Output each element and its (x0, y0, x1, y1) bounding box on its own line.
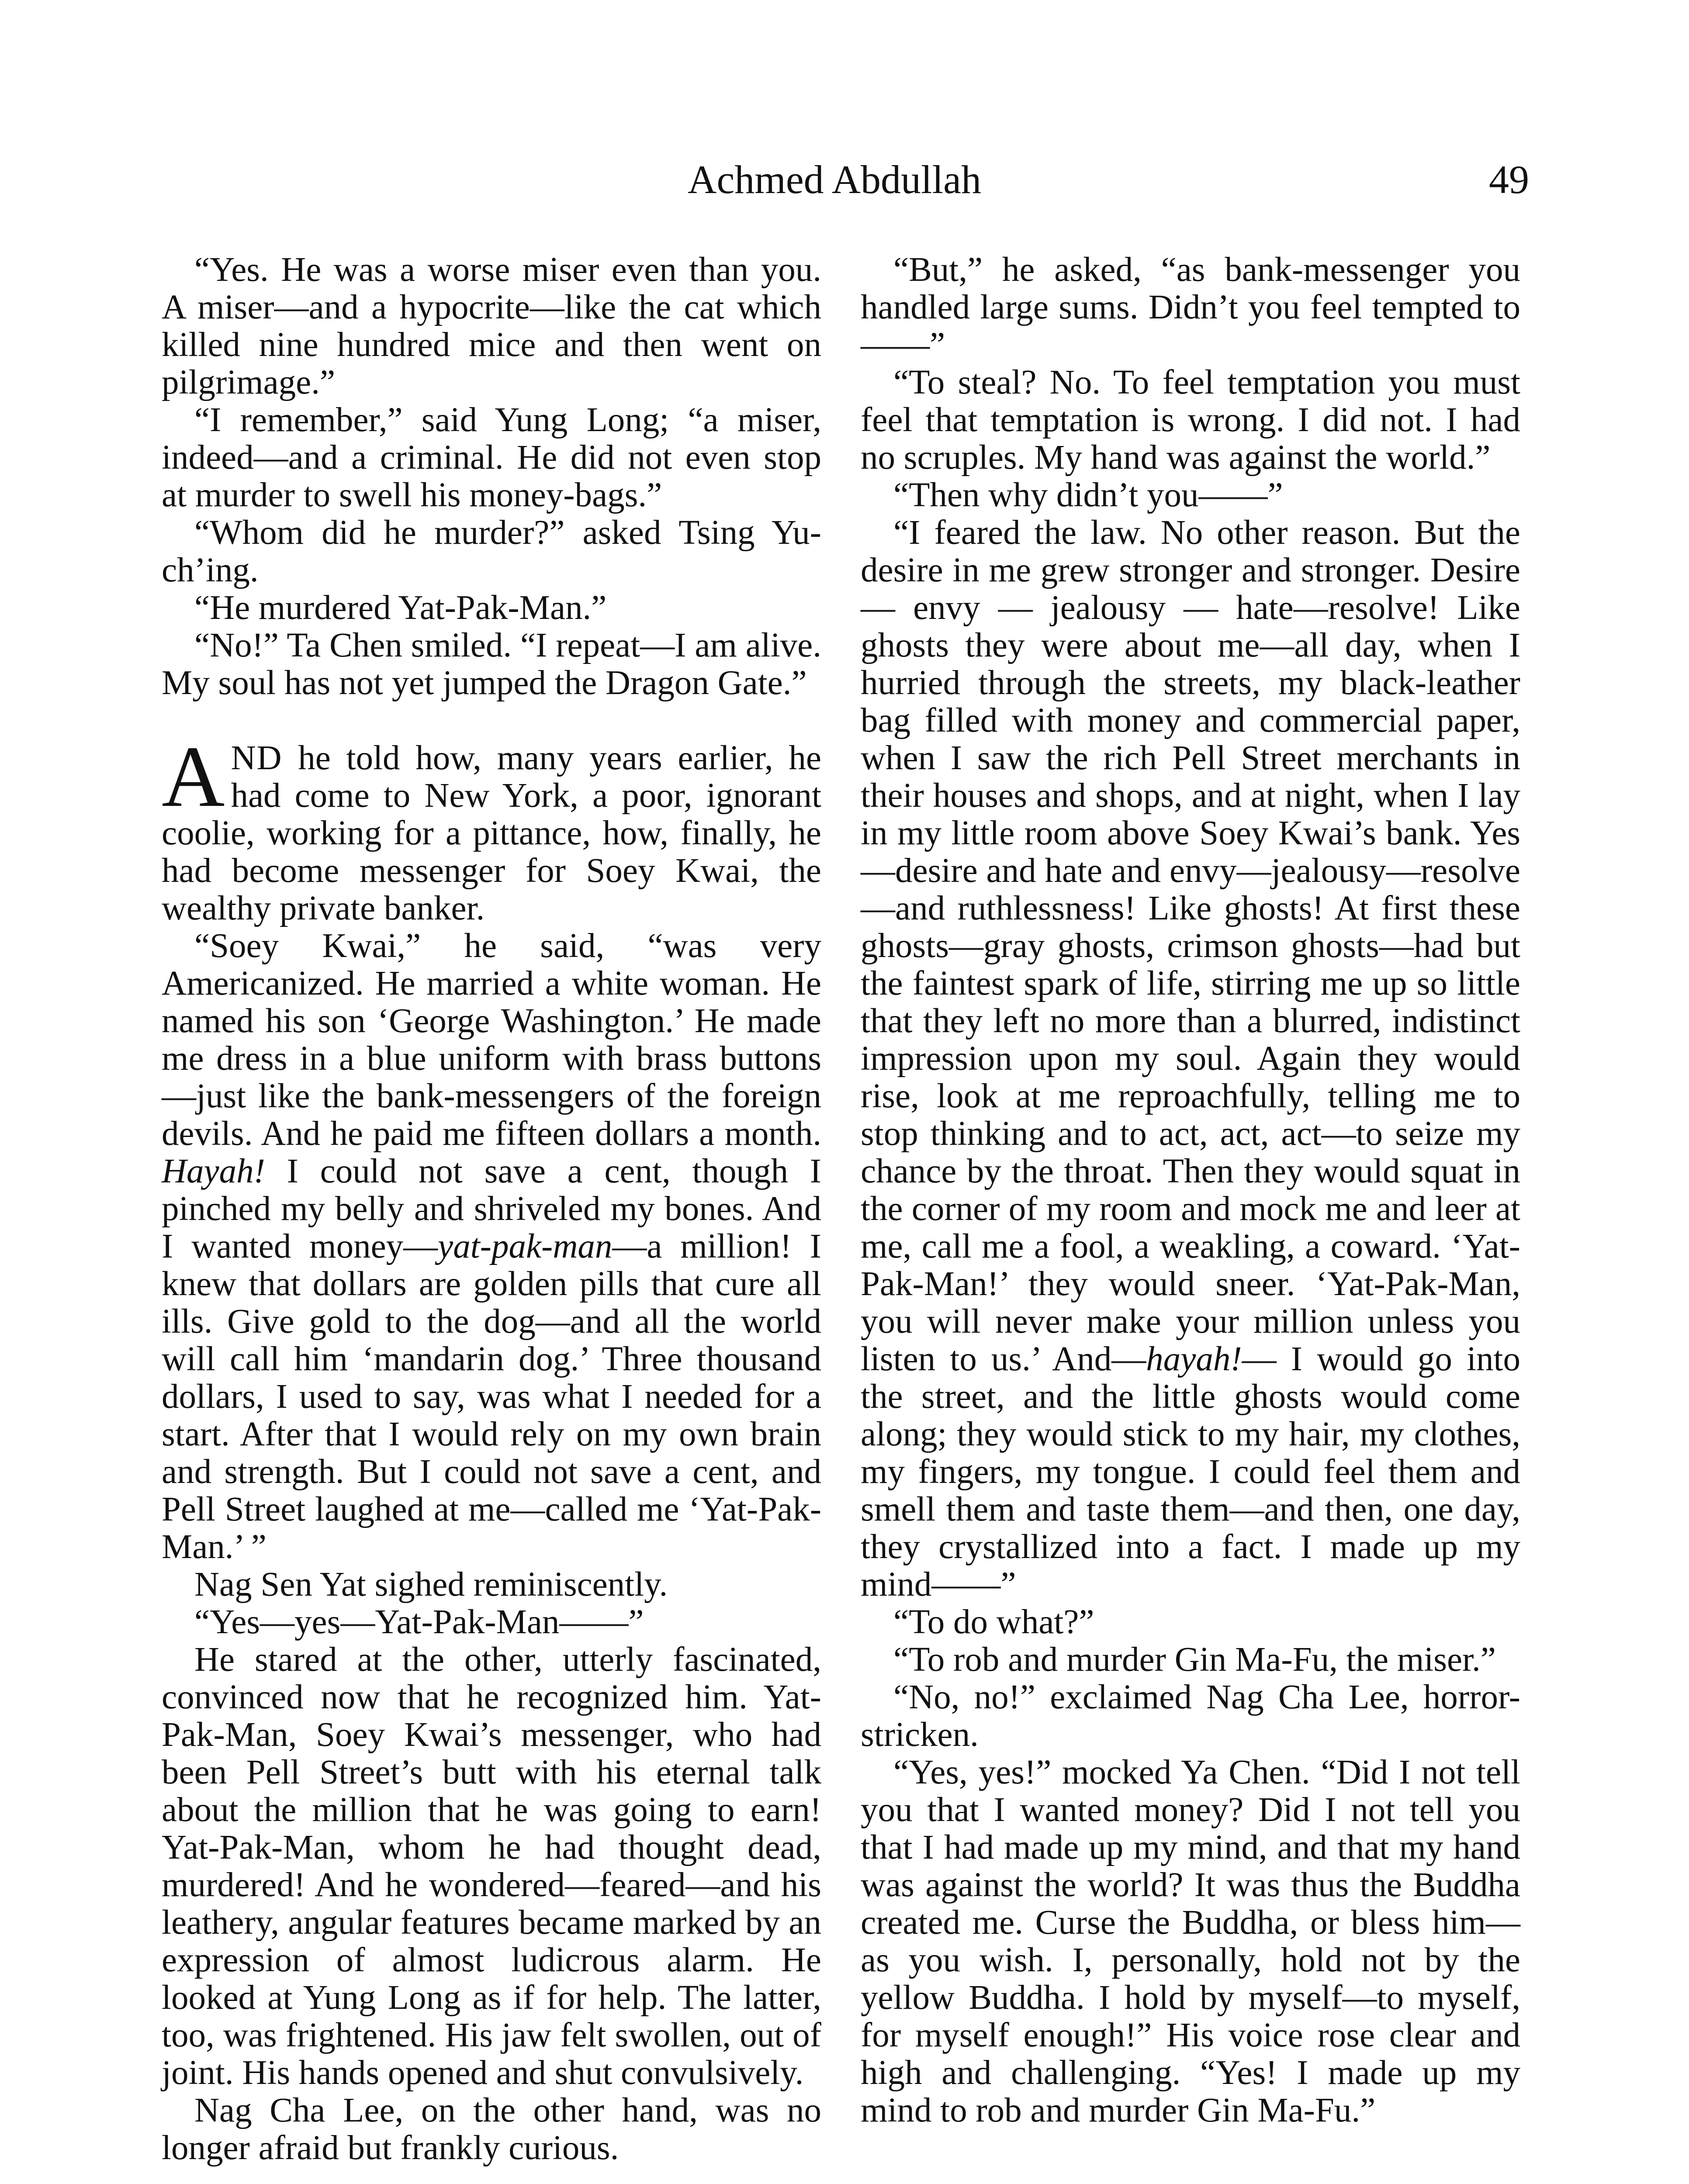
paragraph-text: I could not save a cent, though I pinched my belly and shriveled my bones. And I wanted money— (162, 1152, 821, 1265)
paragraph: “No!” Ta Chen smiled. “I repeat—I am alive. My soul has not yet jumped the Dragon Gate.” (162, 626, 821, 702)
paragraph: “To steal? No. To feel temptation you must feel that temptation is wrong. I did not. I had no scruples. My hand was against the world.” (861, 363, 1520, 477)
paragraph: Nag Cha Lee, on the other hand, was no longer afraid but frankly curious. (162, 2091, 821, 2167)
paragraph: “Yes—yes—Yat-Pak-Man——” (194, 1603, 644, 1641)
paragraph: “No, no!” exclaimed Nag Cha Lee, horror-stricken. (861, 1678, 1520, 1754)
paragraph-text: — I would go into the street, and the little ghosts would come along; they would stick to my hair, my clothes, my fingers, my tongue. I could feel them and smell them and taste them—and then, one day, they crystallized into a fact. I made up my mind——” (861, 1340, 1520, 1603)
paragraph: “To rob and murder Gin Ma-Fu, the miser.” (893, 1641, 1496, 1679)
paragraph: “He murdered Yat-Pak-Man.” (194, 589, 607, 627)
right-column (861, 251, 1520, 2129)
small-caps-lead: ND (231, 739, 283, 777)
left-column (162, 251, 821, 2167)
paragraph (861, 514, 1520, 1603)
italic-word: yat-pak-man (438, 1227, 613, 1265)
paragraph: “Yes, yes!” mocked Ya Chen. “Did I not tell you that I wanted money? Did I not tell you that I had made up my mind, and that my hand was against the world? It was thus the Buddha created me. Curse the Buddha, or bless him—as you wish. I, personally, hold not by the yellow Buddha. I hold by myself—to myself, for myself enough!” His voice rose clear and high and challenging. “Yes! I made up my mind to rob and murder Gin Ma-Fu.” (861, 1753, 1520, 2129)
paragraph-text: “I feared the law. No other reason. But the desire in me grew stronger and stronger. Desire — envy — jealousy — hate—resolve! Like ghosts they were about me—all day, when I hurried through the streets, my black-leather bag filled with money and commercial paper, when I saw the rich Pell Street merchants in their houses and shops, and at night, when I lay in my little room above Soey Kwai’s bank. Yes—desire and hate and envy—jealousy—resolve—and ruthlessness! Like ghosts! At first these ghosts—gray ghosts, crimson ghosts—had but the faintest spark of life, stirring me up so little that they left no more than a blurred, indistinct impression upon my soul. Again they would rise, look at me reproachfully, telling me to stop thinking and to act, act, act—to seize my chance by the throat. Then they would squat in the corner of my room and mock me and leer at me, call me a fool, a weakling, a coward. ‘Yat-Pak-Man!’ they would sneer. ‘Yat-Pak-Man, you will never make your million unless you listen to us.’ And— (861, 514, 1520, 1378)
paragraph: “Whom did he murder?” asked Tsing Yu-ch’ing. (162, 514, 821, 589)
italic-word: hayah! (1146, 1340, 1242, 1378)
paragraph: “But,” he asked, “as bank-messenger you handled large sums. Didn’t you feel tempted to——” (861, 251, 1520, 364)
section-opening-paragraph (162, 729, 821, 927)
paragraph: “Yes. He was a worse miser even than you. A miser—and a hypocrite—like the cat which killed nine hundred mice and then went on pilgrimage.” (162, 251, 821, 401)
paragraph-text: “Soey Kwai,” he said, “was very Americanized. He married a white woman. He named his son ‘George Washington.’ He made me dress in a blue uniform with brass buttons—just like the bank-messengers of the foreign devils. And he paid me fifteen dollars a month. (162, 927, 821, 1153)
running-head-author: Achmed Abdullah (688, 157, 981, 202)
paragraph-text: —a million! I knew that dollars are golden pills that cure all ills. Give gold to the dog—and all the world will call him ‘mandarin dog.’ Three thousand dollars, I used to say, was what I needed for a start. After that I would rely on my own brain and strength. But I could not save a cent, and Pell Street laughed at me—called me ‘Yat-Pak-Man.’ ” (162, 1227, 821, 1566)
paragraph: “To do what?” (893, 1603, 1094, 1641)
paragraph (162, 927, 821, 1566)
paragraph: He stared at the other, utterly fascinated, convinced now that he recognized him. Yat-Pak-Man, Soey Kwai’s messenger, who had been Pell Street’s butt with his eternal talk about the million that he was going to earn! Yat-Pak-Man, whom he had thought dead, murdered! And he wondered—feared—and his leathery, angular features became marked by an expression of almost ludicrous alarm. He looked at Yung Long as if for help. The latter, too, was frightened. His jaw felt swollen, out of joint. His hands opened and shut convulsively. (162, 1641, 821, 2092)
paragraph: “I remember,” said Yung Long; “a miser, indeed—and a criminal. He did not even stop at murder to swell his money-bags.” (162, 401, 821, 514)
paragraph-text: he told how, many years earlier, he had come to New York, a poor, ignorant coolie, working for a pittance, how, finally, he had become messenger for Soey Kwai, the wealthy private banker. (162, 739, 821, 927)
paragraph: Nag Sen Yat sighed reminiscently. (194, 1565, 668, 1603)
paragraph: “Then why didn’t you——” (893, 476, 1283, 514)
drop-cap: A (162, 729, 225, 825)
italic-word: Hayah! (162, 1152, 265, 1190)
page-number: 49 (1489, 157, 1529, 202)
